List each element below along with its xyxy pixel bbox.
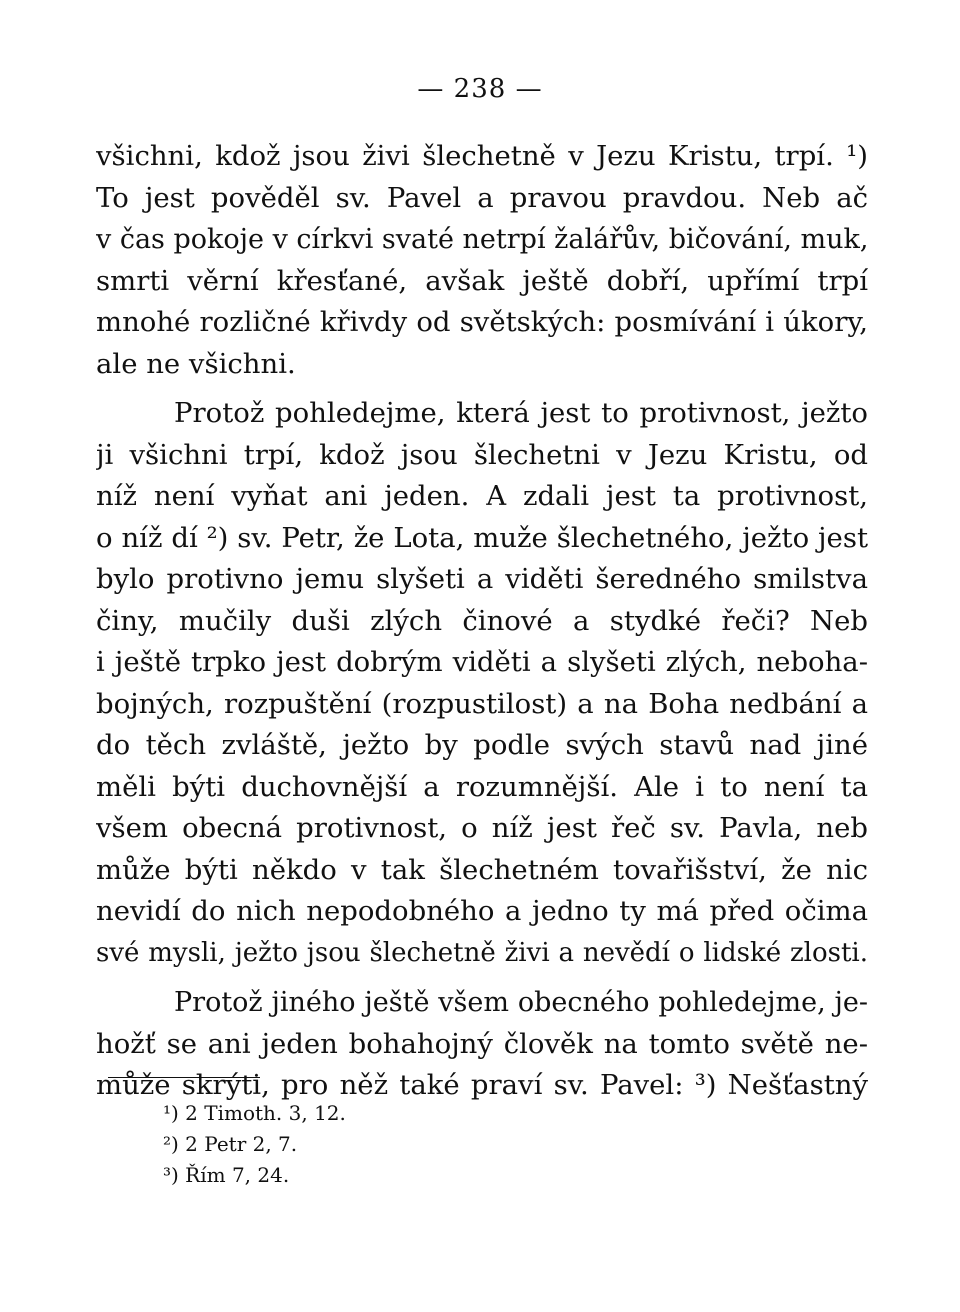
text-line: bylo protivno jemu slyšeti a viděti šeredného smilstva [96, 563, 868, 595]
paragraph-2 [96, 393, 868, 974]
text-line: všem obecná protivnost, o níž jest řeč sv. Pavla, neb [96, 812, 868, 844]
text-line: ale ne všichni. [96, 347, 296, 380]
footnote: ³) Řím 7, 24. [163, 1163, 290, 1187]
text-line: nevidí do nich nepodobného a jedno ty má před očima [96, 895, 868, 927]
text-line: i ještě trpko jest dobrým viděti a slyšeti zlých, neboha- [96, 646, 868, 678]
text-line: do těch zvláště, ježto by podle svých stavů nad jiné [96, 729, 868, 761]
footnotes [163, 1098, 346, 1191]
text-line: své mysli, ježto jsou šlechetně živi a nevědí o lidské zlosti. [96, 937, 868, 968]
text-line: níž není vyňat ani jeden. A zdali jest ta protivnost, [96, 480, 868, 512]
text-line: může býti někdo v tak šlechetném tovařišství, že nic [96, 853, 868, 886]
text-line: ji všichni trpí, kdož jsou šlechetni v Jezu Kristu, od [96, 438, 868, 471]
body-text [96, 136, 868, 1107]
text-line: bojných, rozpuštění (rozpustilost) a na Boha nedbání a [96, 687, 868, 720]
text-line: Protož jiného ještě všem obecného pohledejme, je- [174, 987, 868, 1018]
text-line: v čas pokoje v církvi svaté netrpí žalářův, bičování, muk, [96, 224, 868, 255]
text-line: mnohé rozličné křivdy od světských: posmívání i úkory, [96, 306, 868, 338]
text-line: Protož pohledejme, která jest to protivnost, ježto [174, 397, 868, 429]
paragraph-1 [96, 136, 868, 385]
page-number: — 238 — [417, 74, 543, 104]
text-line: všichni, kdož jsou živi šlechetně v Jezu Kristu, trpí. ¹) [96, 140, 868, 172]
footnote: ²) 2 Petr 2, 7. [163, 1132, 298, 1156]
text-line: může skrýti, pro něž také praví sv. Pavel: ³) Nešťastný [96, 1069, 868, 1101]
paragraph-3 [96, 982, 868, 1107]
text-line: o níž dí ²) sv. Petr, že Lota, muže šlechetného, ježto jest [96, 521, 868, 554]
text-line: To jest pověděl sv. Pavel a pravou pravdou. Neb ač [96, 181, 868, 214]
text-line: činy, mučily duši zlých činové a stydké řeči? Neb [96, 604, 868, 637]
text-line: hožť se ani jeden bohahojný člověk na tomto světě ne- [96, 1027, 868, 1060]
text-line: smrti věrní křesťané, avšak ještě dobří, upřímí trpí [96, 264, 868, 297]
text-line: měli býti duchovnější a rozumnější. Ale i to není ta [96, 770, 868, 803]
footnote-divider [108, 1077, 260, 1078]
footnote: ¹) 2 Timoth. 3, 12. [163, 1101, 346, 1125]
